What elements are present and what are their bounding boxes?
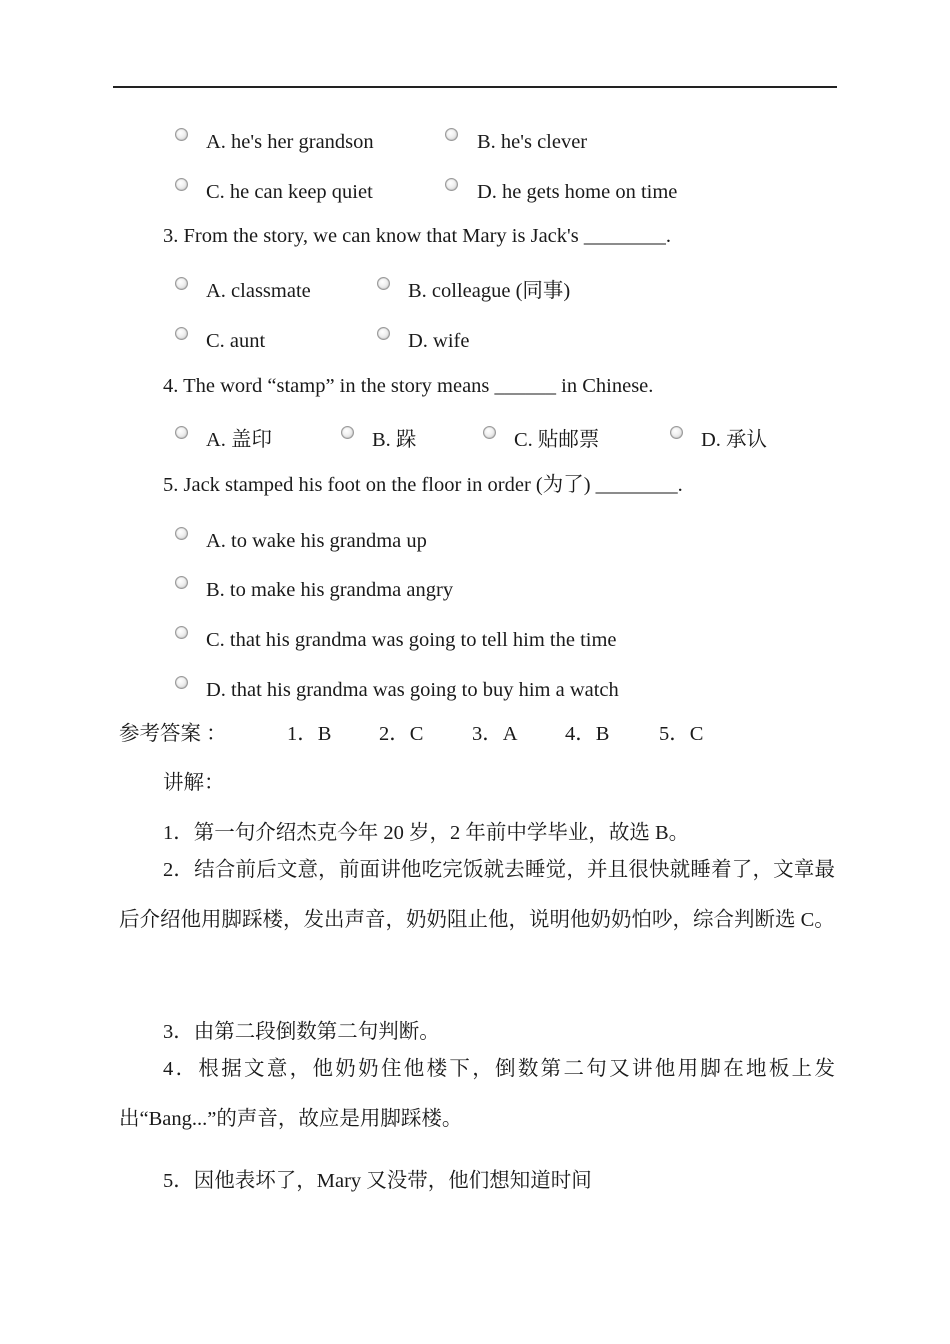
explanation-3: 3．由第二段倒数第二句判断。 — [163, 1021, 440, 1043]
q5-option-b-radio[interactable] — [175, 576, 188, 589]
answer-5: 5．C — [659, 723, 704, 745]
q2-option-d: D. he gets home on time — [477, 181, 678, 203]
answer-2: 2．C — [379, 723, 424, 745]
q5-option-a-radio[interactable] — [175, 527, 188, 540]
q2-option-d-radio[interactable] — [445, 178, 458, 191]
explanation-2: 2．结合前后文意，前面讲他吃完饭就去睡觉，并且很快就睡着了，文章最后介绍他用脚踩楼，发出声音，奶奶阻止他，说明他奶奶怕吵，综合判断选 C。 — [119, 859, 835, 931]
answer-1: 1．B — [287, 723, 332, 745]
q2-option-b-radio[interactable] — [445, 128, 458, 141]
q3-option-d-radio[interactable] — [377, 327, 390, 340]
answer-3: 3．A — [472, 723, 518, 745]
q5-option-d: D. that his grandma was going to buy him a watch — [206, 679, 619, 701]
q2-option-b: B. he's clever — [477, 131, 588, 153]
q2-option-a: A. he's her grandson — [206, 131, 374, 153]
q3-option-b-radio[interactable] — [377, 277, 390, 290]
q4-option-b: B. 跺 — [372, 429, 417, 451]
q5-option-c: C. that his grandma was going to tell him the time — [206, 629, 617, 651]
q4-stem: 4. The word “stamp” in the story means ______ in Chinese. — [163, 375, 654, 397]
explanation-5: 5．因他表坏了，Mary 又没带，他们想知道时间 — [163, 1170, 592, 1192]
q5-option-d-radio[interactable] — [175, 676, 188, 689]
q5-option-b: B. to make his grandma angry — [206, 579, 454, 601]
q4-option-d-radio[interactable] — [670, 426, 683, 439]
answers-label: 参考答案 ： — [119, 723, 227, 745]
q3-option-b: B. colleague (同事) — [408, 280, 571, 302]
q3-option-c: C. aunt — [206, 330, 266, 352]
q4-option-d: D. 承认 — [701, 429, 768, 451]
q2-option-a-radio[interactable] — [175, 128, 188, 141]
q5-option-a: A. to wake his grandma up — [206, 530, 427, 552]
q4-option-c-radio[interactable] — [483, 426, 496, 439]
q4-option-a-radio[interactable] — [175, 426, 188, 439]
explanation-4: 4．根据文意，他奶奶住他楼下，倒数第二句又讲他用脚在地板上发出“Bang...”的声音，故应是用脚踩楼。 — [119, 1058, 835, 1130]
q4-option-c: C. 贴邮票 — [514, 429, 600, 451]
q3-option-a-radio[interactable] — [175, 277, 188, 290]
q5-option-c-radio[interactable] — [175, 626, 188, 639]
q3-option-c-radio[interactable] — [175, 327, 188, 340]
answer-4: 4．B — [565, 723, 610, 745]
q3-option-a: A. classmate — [206, 280, 311, 302]
explanation-1: 1．第一句介绍杰克今年 20 岁，2 年前中学毕业，故选 B。 — [163, 822, 690, 844]
q3-stem: 3. From the story, we can know that Mary is Jack's ________. — [163, 225, 671, 247]
q3-option-d: D. wife — [408, 330, 470, 352]
q5-stem: 5. Jack stamped his foot on the floor in order (为了) ________. — [163, 474, 683, 496]
q4-option-b-radio[interactable] — [341, 426, 354, 439]
header-rule — [113, 86, 837, 88]
q2-option-c-radio[interactable] — [175, 178, 188, 191]
explanation-heading: 讲解： — [163, 772, 225, 794]
q4-option-a: A. 盖印 — [206, 429, 273, 451]
q2-option-c: C. he can keep quiet — [206, 181, 373, 203]
